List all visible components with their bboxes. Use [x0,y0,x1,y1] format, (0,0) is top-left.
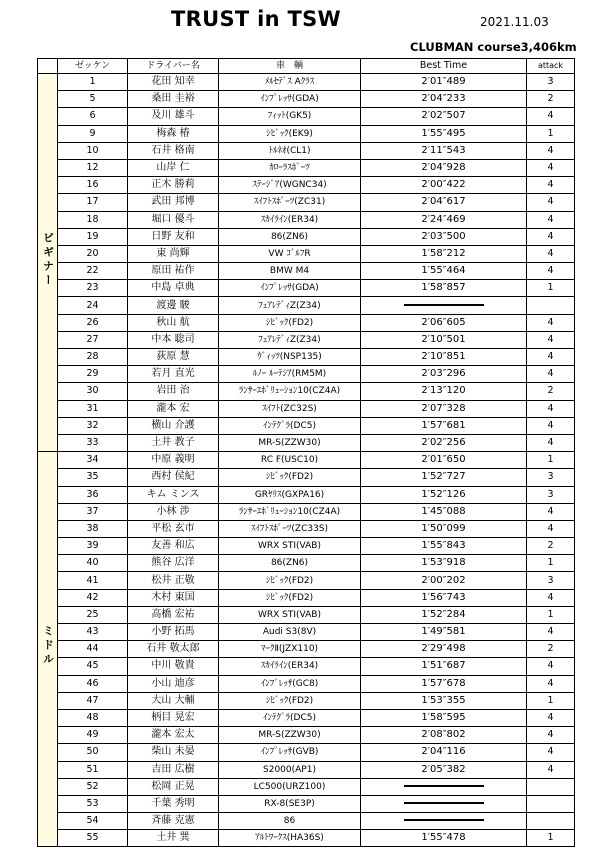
table-row [38,606,575,623]
table-row [38,349,575,366]
best-time-cell: 1′57″678 [361,675,527,692]
zekken-cell: 37 [58,503,128,520]
zekken-cell: 22 [58,263,128,280]
zekken-cell: 55 [58,830,128,847]
car-cell: ﾄﾙﾈｵ(CL1) [219,142,361,159]
car-cell: RX-8(SE3P) [219,795,361,812]
zekken-cell: 30 [58,383,128,400]
attack-count-cell: 1 [527,830,575,847]
driver-name-cell: 日野 友和 [128,228,219,245]
car-cell: 86(ZN6) [219,228,361,245]
attack-count-cell: 2 [527,383,575,400]
best-time-cell [361,297,527,314]
zekken-cell: 42 [58,589,128,606]
group-header-cell [38,59,58,74]
table-row [38,194,575,211]
car-cell: VW ｺﾞﾙﾌR [219,245,361,262]
car-cell: ｽﾃｰｼﾞｱ(WGNC34) [219,177,361,194]
zekken-cell: 48 [58,709,128,726]
attack-count-cell: 2 [527,91,575,108]
zekken-cell: 54 [58,813,128,830]
driver-name-cell: 柄目 晃宏 [128,709,219,726]
table-row [38,658,575,675]
driver-name-cell: 熊谷 広洋 [128,555,219,572]
car-cell: ｱﾙﾄﾜｰｸｽ(HA36S) [219,830,361,847]
col-header-zekken: ゼッケン [58,59,128,74]
car-cell: ﾌｨｯﾄ(GK5) [219,108,361,125]
zekken-cell: 41 [58,572,128,589]
attack-count-cell: 4 [527,503,575,520]
driver-name-cell: 荻原 慧 [128,349,219,366]
attack-count-cell: 4 [527,211,575,228]
driver-name-cell: 西村 侯紀 [128,469,219,486]
driver-name-cell: 大山 大輔 [128,692,219,709]
zekken-cell: 43 [58,624,128,641]
driver-name-cell: 花田 知幸 [128,74,219,91]
table-row [38,245,575,262]
table-row [38,211,575,228]
best-time-cell: 1′53″355 [361,692,527,709]
group-cell [38,74,58,452]
table-row [38,486,575,503]
car-cell: ﾏｰｸⅡ(JZX110) [219,641,361,658]
zekken-cell: 36 [58,486,128,503]
table-row [38,778,575,795]
zekken-cell: 44 [58,641,128,658]
table-row [38,589,575,606]
driver-name-cell: 小山 迪彦 [128,675,219,692]
driver-name-cell: 武田 邦博 [128,194,219,211]
driver-name-cell: 東 尚輝 [128,245,219,262]
attack-count-cell: 4 [527,589,575,606]
attack-count-cell: 4 [527,263,575,280]
table-row [38,142,575,159]
best-time-cell: 1′58″212 [361,245,527,262]
car-cell: ｼﾋﾞｯｸ(FD2) [219,469,361,486]
driver-name-cell: 木村 東国 [128,589,219,606]
attack-count-cell [527,778,575,795]
table-row [38,572,575,589]
attack-count-cell: 4 [527,349,575,366]
zekken-cell: 23 [58,280,128,297]
car-cell: ｲﾝﾌﾟﾚｯｻ(GDA) [219,91,361,108]
best-time-cell: 1′49″581 [361,624,527,641]
zekken-cell: 35 [58,469,128,486]
attack-count-cell: 4 [527,142,575,159]
best-time-cell: 2′00″202 [361,572,527,589]
zekken-cell: 53 [58,795,128,812]
group-label: ビギナー [41,231,55,288]
best-time-cell: 1′51″687 [361,658,527,675]
car-cell: WRX STI(VAB) [219,538,361,555]
zekken-cell: 28 [58,349,128,366]
table-row [38,383,575,400]
best-time-cell: 2′01″650 [361,452,527,469]
best-time-cell: 1′52″126 [361,486,527,503]
driver-name-cell: 中島 卓典 [128,280,219,297]
best-time-cell: 1′56″743 [361,589,527,606]
driver-name-cell: 瀧本 宏太 [128,727,219,744]
driver-name-cell: 及川 雄斗 [128,108,219,125]
attack-count-cell: 1 [527,692,575,709]
attack-count-cell: 1 [527,452,575,469]
best-time-cell [361,778,527,795]
driver-name-cell: 若月 直光 [128,366,219,383]
attack-count-cell: 4 [527,709,575,726]
driver-name-cell: 岩田 治 [128,383,219,400]
table-row [38,297,575,314]
driver-name-cell: 千葉 秀明 [128,795,219,812]
zekken-cell: 34 [58,452,128,469]
car-cell: ﾗﾝｻｰｴﾎﾞﾘｭｰｼｮﾝ10(CZ4A) [219,503,361,520]
car-cell: BMW M4 [219,263,361,280]
best-time-cell: 1′57″681 [361,417,527,434]
car-cell: ｼﾋﾞｯｸ(FD2) [219,572,361,589]
attack-count-cell: 4 [527,177,575,194]
best-time-cell: 1′55″843 [361,538,527,555]
attack-count-cell: 4 [527,675,575,692]
table-row [38,177,575,194]
table-row [38,469,575,486]
table-row [38,434,575,451]
zekken-cell: 31 [58,400,128,417]
table-row [38,159,575,176]
attack-count-cell: 4 [527,624,575,641]
driver-name-cell: 中原 義明 [128,452,219,469]
no-time-dash [404,802,484,804]
car-cell: ｼﾋﾞｯｸ(FD2) [219,692,361,709]
attack-count-cell: 3 [527,74,575,91]
best-time-cell: 2′04″928 [361,159,527,176]
best-time-cell [361,813,527,830]
car-cell: GRﾔﾘｽ(GXPA16) [219,486,361,503]
car-cell: ｽｲﾌﾄ(ZC32S) [219,400,361,417]
zekken-cell: 1 [58,74,128,91]
event-date: 2021.11.03 [480,15,549,29]
attack-count-cell: 3 [527,572,575,589]
zekken-cell: 49 [58,727,128,744]
zekken-cell: 40 [58,555,128,572]
driver-name-cell: 桑田 圭裕 [128,91,219,108]
attack-count-cell: 4 [527,658,575,675]
col-header-best-time: Best Time [361,59,527,74]
driver-name-cell: 正木 勝莉 [128,177,219,194]
zekken-cell: 33 [58,434,128,451]
attack-count-cell: 2 [527,641,575,658]
driver-name-cell: 中本 聡司 [128,331,219,348]
driver-name-cell: 梅森 椿 [128,125,219,142]
zekken-cell: 52 [58,778,128,795]
car-cell: WRX STI(VAB) [219,606,361,623]
driver-name-cell: 平松 玄市 [128,520,219,537]
car-cell: ｼﾋﾞｯｸ(EK9) [219,125,361,142]
best-time-cell: 2′04″116 [361,744,527,761]
car-cell: MR-S(ZZW30) [219,434,361,451]
car-cell: ﾌｪｱﾚﾃﾞｨZ(Z34) [219,331,361,348]
best-time-cell: 2′06″605 [361,314,527,331]
best-time-cell: 1′52″727 [361,469,527,486]
best-time-cell: 2′07″328 [361,400,527,417]
table-row [38,675,575,692]
table-row [38,761,575,778]
car-cell: S2000(AP1) [219,761,361,778]
attack-count-cell: 4 [527,417,575,434]
best-time-cell: 2′08″802 [361,727,527,744]
zekken-cell: 6 [58,108,128,125]
table-row [38,331,575,348]
zekken-cell: 51 [58,761,128,778]
best-time-cell: 2′03″500 [361,228,527,245]
zekken-cell: 32 [58,417,128,434]
attack-count-cell: 4 [527,400,575,417]
table-row [38,366,575,383]
attack-count-cell: 1 [527,606,575,623]
best-time-cell: 1′53″918 [361,555,527,572]
best-time-cell: 2′03″296 [361,366,527,383]
best-time-cell: 1′50″099 [361,520,527,537]
driver-name-cell: キム ミンス [128,486,219,503]
driver-name-cell: 山岸 仁 [128,159,219,176]
attack-count-cell: 4 [527,761,575,778]
car-cell: ﾙﾉｰ ﾙｰﾃｼｱ(RM5M) [219,366,361,383]
table-row [38,555,575,572]
group-cell [38,452,58,847]
best-time-cell: 2′11″543 [361,142,527,159]
col-header-driver: ドライバー名 [128,59,219,74]
attack-count-cell: 4 [527,314,575,331]
best-time-cell: 2′04″233 [361,91,527,108]
car-cell: Audi S3(8V) [219,624,361,641]
best-time-cell: 2′01″489 [361,74,527,91]
zekken-cell: 16 [58,177,128,194]
car-cell: ｽｲﾌﾄｽﾎﾟｰﾂ(ZC33S) [219,520,361,537]
best-time-cell: 2′29″498 [361,641,527,658]
best-time-cell: 1′52″284 [361,606,527,623]
best-time-cell: 1′58″595 [361,709,527,726]
zekken-cell: 24 [58,297,128,314]
header-row [38,59,575,74]
no-time-dash [404,785,484,787]
table-row [38,125,575,142]
attack-count-cell: 4 [527,331,575,348]
driver-name-cell: 堀口 優斗 [128,211,219,228]
table-row [38,503,575,520]
col-header-car: 車 輌 [219,59,361,74]
table-row [38,520,575,537]
table-row [38,452,575,469]
driver-name-cell: 土井 巽 [128,830,219,847]
car-cell: ｽｶｲﾗｲﾝ(ER34) [219,211,361,228]
col-header-attack: attack [527,59,575,74]
car-cell: ｶﾛｰﾗｽﾎﾟｰﾂ [219,159,361,176]
zekken-cell: 25 [58,606,128,623]
zekken-cell: 17 [58,194,128,211]
car-cell: ｼﾋﾞｯｸ(FD2) [219,314,361,331]
zekken-cell: 26 [58,314,128,331]
driver-name-cell: 松岡 正晃 [128,778,219,795]
table-row [38,228,575,245]
attack-count-cell: 1 [527,555,575,572]
course-label: CLUBMAN course3,406km [410,40,577,54]
zekken-cell: 10 [58,142,128,159]
best-time-cell [361,795,527,812]
car-cell: ﾒﾙｾﾃﾞｽ Aｸﾗｽ [219,74,361,91]
zekken-cell: 29 [58,366,128,383]
car-cell: RC F(USC10) [219,452,361,469]
car-cell: ｲﾝﾌﾟﾚｯｻ(GVB) [219,744,361,761]
attack-count-cell: 4 [527,727,575,744]
zekken-cell: 39 [58,538,128,555]
no-time-dash [404,304,484,306]
driver-name-cell: 吉田 広樹 [128,761,219,778]
attack-count-cell: 3 [527,486,575,503]
car-cell: 86(ZN6) [219,555,361,572]
attack-count-cell [527,813,575,830]
zekken-cell: 5 [58,91,128,108]
driver-name-cell: 斉藤 克憲 [128,813,219,830]
driver-name-cell: 高橋 宏祐 [128,606,219,623]
table-row [38,538,575,555]
best-time-cell: 1′45″088 [361,503,527,520]
car-cell: ｽｶｲﾗｲﾝ(ER34) [219,658,361,675]
attack-count-cell: 1 [527,280,575,297]
table-row [38,727,575,744]
attack-count-cell: 3 [527,469,575,486]
table-row [38,641,575,658]
table-row [38,314,575,331]
attack-count-cell: 4 [527,366,575,383]
best-time-cell: 2′10″851 [361,349,527,366]
driver-name-cell: 土井 教子 [128,434,219,451]
zekken-cell: 38 [58,520,128,537]
attack-count-cell: 1 [527,125,575,142]
car-cell: MR-S(ZZW30) [219,727,361,744]
group-label: ミドル [41,625,55,668]
car-cell: ｲﾝﾃｸﾞﾗ(DC5) [219,709,361,726]
zekken-cell: 45 [58,658,128,675]
driver-name-cell: 渡邊 駿 [128,297,219,314]
table-row [38,624,575,641]
car-cell: ｳﾞｨｯﾂ(NSP135) [219,349,361,366]
attack-count-cell: 4 [527,108,575,125]
best-time-cell: 1′55″464 [361,263,527,280]
no-time-dash [404,819,484,821]
zekken-cell: 12 [58,159,128,176]
driver-name-cell: 横山 介護 [128,417,219,434]
car-cell: 86 [219,813,361,830]
attack-count-cell: 4 [527,744,575,761]
table-row [38,108,575,125]
car-cell: LC500(URZ100) [219,778,361,795]
driver-name-cell: 柴山 未晏 [128,744,219,761]
driver-name-cell: 中川 敬貴 [128,658,219,675]
zekken-cell: 50 [58,744,128,761]
best-time-cell: 1′55″478 [361,830,527,847]
table-row [38,709,575,726]
driver-name-cell: 松井 正敬 [128,572,219,589]
page-title: TRUST in TSW [171,7,341,31]
driver-name-cell: 瀧本 宏 [128,400,219,417]
zekken-cell: 46 [58,675,128,692]
attack-count-cell: 4 [527,159,575,176]
zekken-cell: 27 [58,331,128,348]
car-cell: ﾗﾝｻｰｴﾎﾞﾘｭｰｼｮﾝ10(CZ4A) [219,383,361,400]
table-row [38,830,575,847]
attack-count-cell: 4 [527,194,575,211]
table-row [38,417,575,434]
table-row [38,795,575,812]
attack-count-cell: 4 [527,520,575,537]
attack-count-cell [527,297,575,314]
zekken-cell: 19 [58,228,128,245]
car-cell: ｲﾝﾃｸﾞﾗ(DC5) [219,417,361,434]
best-time-cell: 2′00″422 [361,177,527,194]
table-row [38,91,575,108]
attack-count-cell: 4 [527,434,575,451]
zekken-cell: 18 [58,211,128,228]
zekken-cell: 20 [58,245,128,262]
driver-name-cell: 石井 格南 [128,142,219,159]
best-time-cell: 2′04″617 [361,194,527,211]
table-row [38,263,575,280]
best-time-cell: 2′13″120 [361,383,527,400]
table-row [38,744,575,761]
attack-count-cell: 4 [527,245,575,262]
table-row [38,280,575,297]
best-time-cell: 1′58″857 [361,280,527,297]
car-cell: ｲﾝﾌﾟﾚｯｻ(GDA) [219,280,361,297]
table-row [38,74,575,91]
attack-count-cell [527,795,575,812]
best-time-cell: 1′55″495 [361,125,527,142]
table-row [38,813,575,830]
best-time-cell: 2′02″507 [361,108,527,125]
best-time-cell: 2′05″382 [361,761,527,778]
results-body [38,74,575,847]
best-time-cell: 2′02″256 [361,434,527,451]
zekken-cell: 47 [58,692,128,709]
best-time-cell: 2′10″501 [361,331,527,348]
results-table [37,58,575,847]
driver-name-cell: 秋山 航 [128,314,219,331]
car-cell: ｼﾋﾞｯｸ(FD2) [219,589,361,606]
table-row [38,400,575,417]
driver-name-cell: 友善 和広 [128,538,219,555]
best-time-cell: 2′24″469 [361,211,527,228]
driver-name-cell: 原田 祐作 [128,263,219,280]
car-cell: ﾌｪｱﾚﾃﾞｨZ(Z34) [219,297,361,314]
car-cell: ｲﾝﾌﾟﾚｯｻ(GC8) [219,675,361,692]
attack-count-cell: 2 [527,538,575,555]
zekken-cell: 9 [58,125,128,142]
car-cell: ｽｲﾌﾄｽﾎﾟｰﾂ(ZC31) [219,194,361,211]
driver-name-cell: 小林 渉 [128,503,219,520]
driver-name-cell: 小野 拓馬 [128,624,219,641]
driver-name-cell: 石井 敬太郎 [128,641,219,658]
attack-count-cell: 4 [527,228,575,245]
table-row [38,692,575,709]
